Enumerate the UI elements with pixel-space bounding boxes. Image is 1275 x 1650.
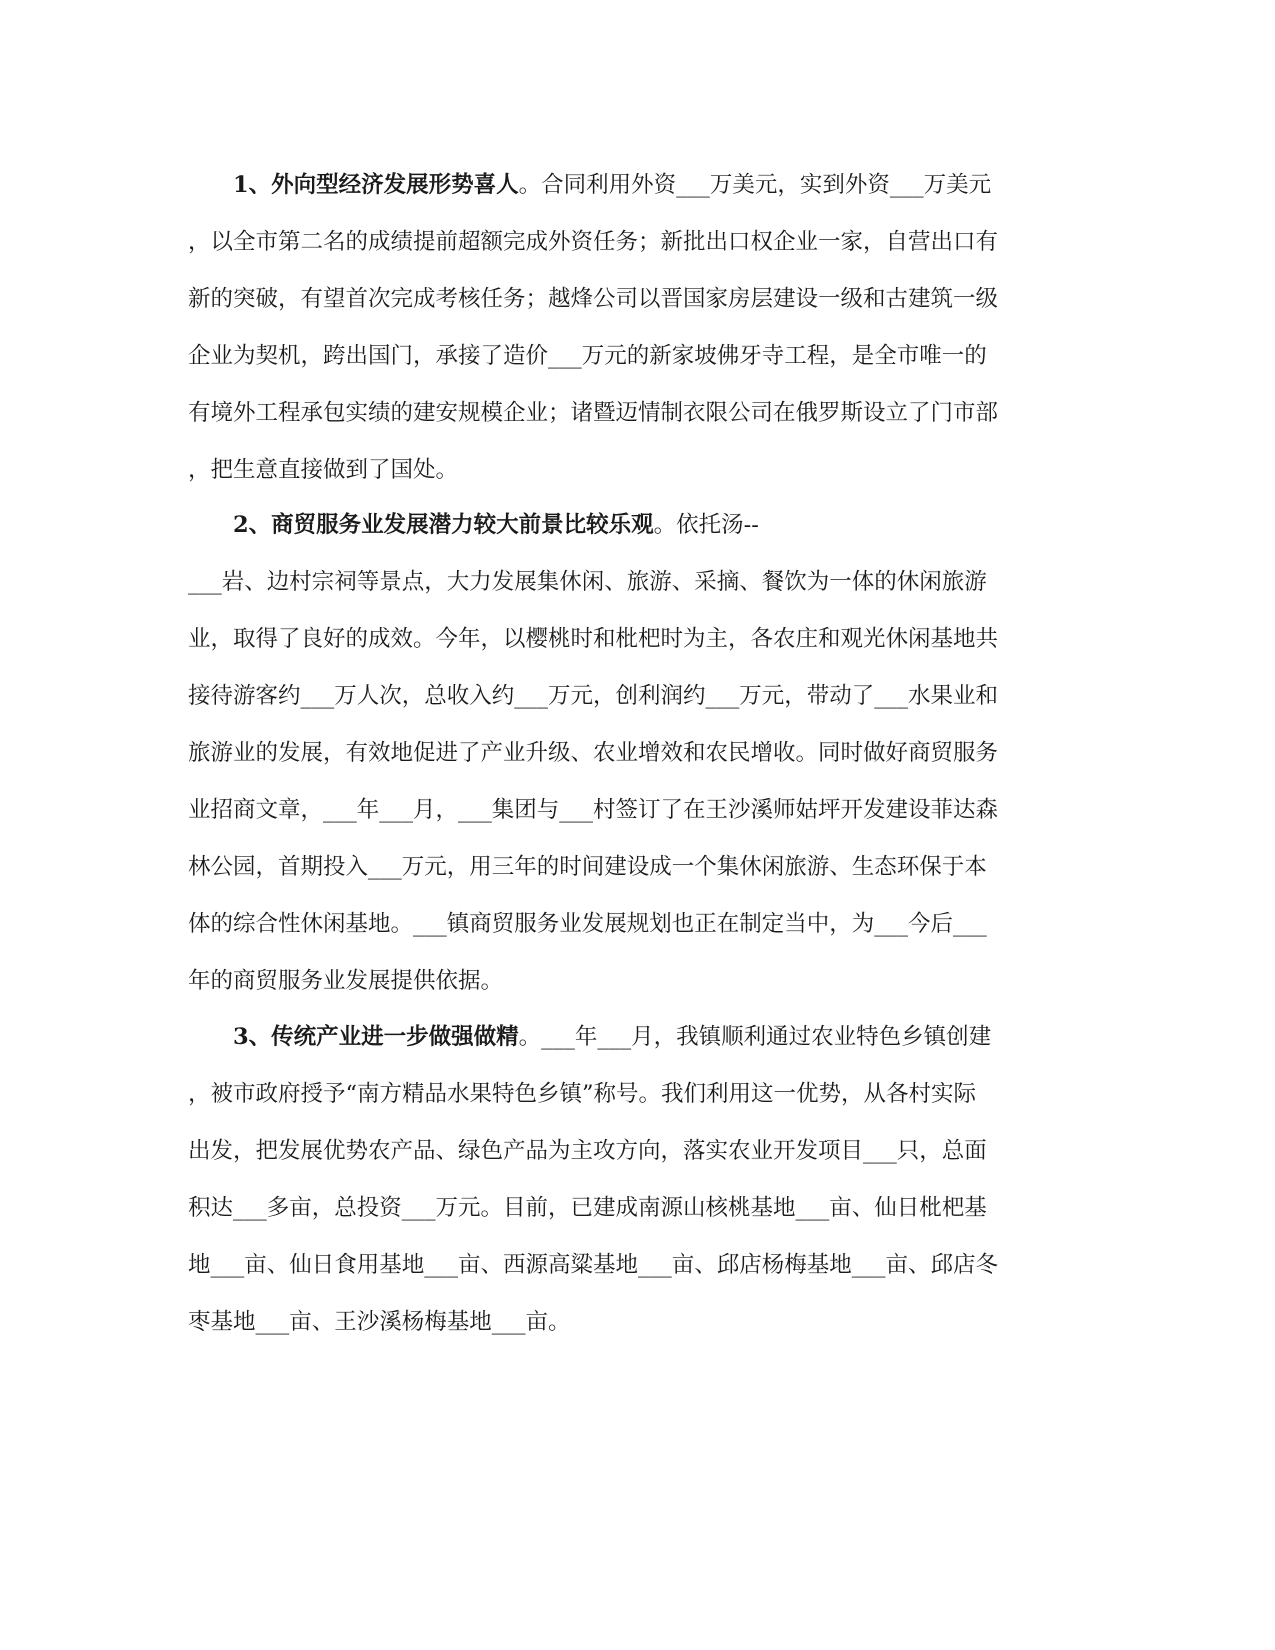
paragraph-3-line-1 [233,1022,1133,1052]
paragraph-2-line-6: 业招商文章，___年___月，___集团与___村签订了在王沙溪师姑坪开发建设菲达森 [188,797,999,823]
paragraph-3-text: 。___年___月，我镇顺利通过农业特色乡镇创建 [518,1024,992,1050]
paragraph-2-text: 。依托汤-- [653,512,759,538]
paragraph-1-text: 。合同利用外资___万美元，实到外资___万美元 [518,172,992,198]
paragraph-3-line-6: 枣基地___亩、王沙溪杨梅基地___亩。 [188,1309,571,1335]
paragraph-2-line-3: 业，取得了良好的成效。今年，以樱桃时和枇杷时为主，各农庄和观光休闲基地共 [188,626,999,652]
paragraph-2-line-2: ___岩、边村宗祠等景点，大力发展集休闲、旅游、采摘、餐饮为一体的休闲旅游 [188,569,987,595]
paragraph-3-line-5: 地___亩、仙日食用基地___亩、西源高粱基地___亩、邱店杨梅基地___亩、邱店冬 [188,1252,999,1278]
paragraph-1-line-6: ，把生意直接做到了国处。 [188,457,459,483]
paragraph-2-line-5: 旅游业的发展，有效地促进了产业升级、农业增效和农民增收。同时做好商贸服务 [188,740,999,766]
paragraph-2-line-4: 接待游客约___万人次，总收入约___万元，创利润约___万元，带动了___水果业和 [188,683,999,709]
paragraph-1-line-5: 有境外工程承包实绩的建安规模企业；诸暨迈情制衣限公司在俄罗斯设立了门市部 [188,400,999,426]
paragraph-3-line-3: 出发，把发展优势农产品、绿色产品为主攻方向，落实农业开发项目___只，总面 [188,1138,987,1164]
paragraph-2-heading: 2、商贸服务业发展潜力较大前景比较乐观 [233,512,654,538]
paragraph-2-line-7: 林公园，首期投入___万元，用三年的时间建设成一个集休闲旅游、生态环保于本 [188,854,987,880]
paragraph-1-line-3: 新的突破，有望首次完成考核任务；越烽公司以晋国家房层建设一级和古建筑一级 [188,286,999,312]
paragraph-3-line-2: ，被市政府授予“南方精品水果特色乡镇”称号。我们利用这一优势，从各村实际 [188,1081,977,1107]
paragraph-1-line-2: ，以全市第二名的成绩提前超额完成外资任务；新批出口权企业一家，自营出口有 [188,229,999,255]
paragraph-3-heading: 3、传统产业进一步做强做精 [233,1024,519,1050]
paragraph-1-heading: 1、外向型经济发展形势喜人 [233,172,519,198]
paragraph-1-line-1 [233,170,1133,200]
paragraph-2-line-8: 体的综合性休闲基地。___镇商贸服务业发展规划也正在制定当中，为___今后___ [188,911,987,937]
paragraph-1-line-4: 企业为契机，跨出国门，承接了造价___万元的新家坡佛牙寺工程，是全市唯一的 [188,343,987,369]
paragraph-3-line-4: 积达___多亩，总投资___万元。目前，已建成南源山核桃基地___亩、仙日枇杷基 [188,1195,987,1221]
paragraph-2-line-9: 年的商贸服务业发展提供依据。 [188,968,504,994]
paragraph-2-line-1 [233,510,1133,540]
